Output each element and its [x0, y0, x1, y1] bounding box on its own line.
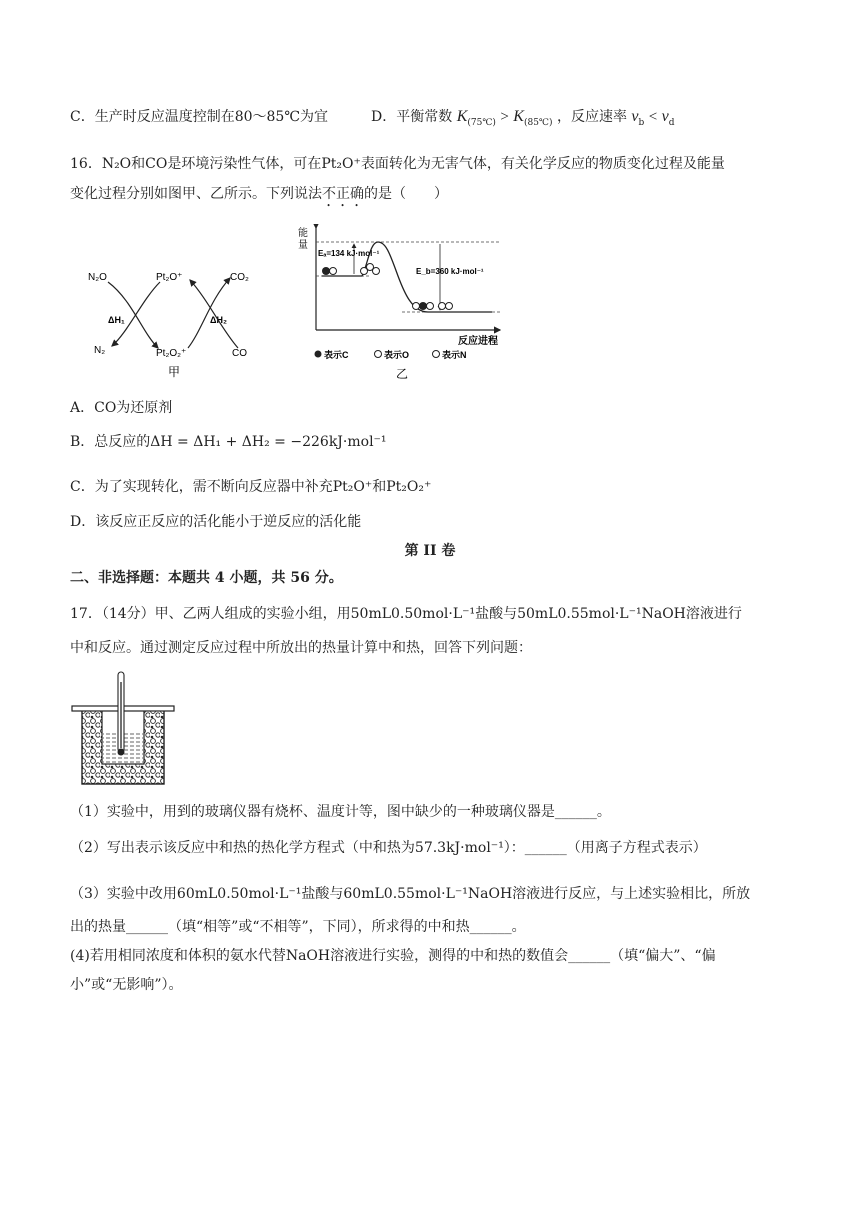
q17-sub4-line2: 小”或“无影响”）。	[70, 977, 183, 993]
curve-pt2o2-to-co2	[188, 278, 230, 348]
y-axis-label-top: 能	[298, 228, 308, 239]
volume-title: 第 II 卷	[404, 543, 456, 559]
label-co: CO	[232, 348, 247, 359]
thermometer-bulb	[118, 749, 125, 756]
q16-stem-suffix: 的是（ ）	[364, 186, 448, 202]
lt-sign: <	[648, 109, 658, 125]
curve-co-to-pt2o	[190, 280, 238, 348]
k-symbol-85: K	[513, 108, 524, 125]
ea-label: Eₐ=134 kJ·mol⁻¹	[318, 249, 380, 258]
v-sub-b: b	[638, 117, 645, 128]
q17-stem-line2: 中和反应。通过测定反应过程中所放出的热量计算中和热，回答下列问题：	[70, 640, 532, 656]
k-sub-75: (75℃)	[467, 117, 496, 128]
k-sub-85: (85℃)	[523, 117, 553, 128]
label-pt2o2-plus: Pt₂O₂⁺	[156, 348, 187, 359]
label-co2: CO₂	[230, 272, 249, 283]
eb-label: E_b=360 kJ·mol⁻¹	[416, 267, 484, 276]
q16-stem-prefix: 变化过程分别如图甲、乙所示。下列说法	[70, 186, 322, 202]
q17-sub2: （2）写出表示该反应中和热的热化学方程式（中和热为57.3kJ·mol⁻¹）：______（用离子方程式表示）	[70, 840, 707, 856]
label-pt2o-plus: Pt₂O⁺	[156, 272, 183, 283]
calorimeter-apparatus-figure	[70, 668, 180, 788]
gt-sign: >	[500, 109, 509, 125]
product-molecules	[413, 302, 453, 310]
q17-sub4-line1: (4)若用相同浓度和体积的氨水代替NaOH溶液进行实验，测得的中和热的数值会______（填“偏大”、“偏	[70, 948, 716, 964]
legend-c-marker	[315, 351, 322, 358]
q16-stem-line2	[70, 184, 448, 210]
label-dh2: ΔH₂	[210, 315, 227, 325]
label-n2o: N₂O	[88, 272, 107, 283]
figure-yi-energy-diagram	[282, 224, 512, 384]
k-symbol-75: K	[456, 108, 468, 125]
caption-jia: 甲	[168, 365, 181, 379]
legend-o: 表示O	[384, 350, 410, 360]
v-symbol-d: v	[661, 108, 669, 125]
legend-n: 表示N	[442, 350, 467, 360]
reactant-molecules	[322, 264, 380, 276]
q16-option-a: A．CO为还原剂	[70, 400, 173, 416]
section-heading: 二、非选择题：本题共 4 小题，共 56 分。	[70, 570, 343, 586]
legend-n-marker	[433, 351, 440, 358]
q15-option-d-mid: ，反应速率	[556, 109, 627, 125]
q16-stem-line1: 16．N₂O和CO是环境污染性气体，可在Pt₂O⁺表面转化为无害气体，有关化学反应的物质变化过程及能量	[70, 156, 725, 172]
q16-option-d: D．该反应正反应的活化能小于逆反应的活化能	[70, 514, 362, 530]
label-dh1: ΔH₁	[108, 315, 125, 325]
legend-c: 表示C	[324, 350, 349, 360]
v-sub-d: d	[668, 117, 675, 128]
v-symbol-b: v	[631, 108, 639, 125]
legend-o-marker	[375, 351, 382, 358]
q17-sub3-line2: 出的热量______（填“相等”或“不相等”，下同），所求得的中和热______。	[70, 919, 526, 935]
q17-sub3-line1: （3）实验中改用60mL0.50mol·L⁻¹盐酸与60mL0.55mol·L⁻¹NaOH溶液进行反应，与上述实验相比，所放	[70, 886, 751, 902]
q15-option-d	[371, 106, 675, 128]
q17-stem-line1: 17．（14分）甲、乙两人组成的实验小组，用50mL0.50mol·L⁻¹盐酸与50mL0.55mol·L⁻¹NaOH溶液进行	[70, 606, 742, 622]
caption-yi: 乙	[396, 367, 409, 381]
figure-jia-cycle-diagram	[80, 260, 270, 380]
q16-option-b: B．总反应的ΔH = ΔH₁ + ΔH₂ = −226kJ·mol⁻¹	[70, 434, 387, 450]
q15-option-c: C．生产时反应温度控制在80～85℃为宜	[70, 109, 329, 125]
y-axis-label-bottom: 量	[298, 240, 308, 251]
q15-option-d-prefix: D．平衡常数	[371, 109, 453, 125]
q16-option-c: C．为了实现转化，需不断向反应器中补充Pt₂O⁺和Pt₂O₂⁺	[70, 479, 432, 495]
q16-stem-emphasis: 不正确	[322, 186, 364, 202]
x-axis-label: 反应进程	[458, 336, 498, 347]
q17-sub1: （1）实验中，用到的玻璃仪器有烧杯、温度计等，图中缺少的一种玻璃仪器是______。	[70, 804, 611, 820]
label-n2: N₂	[94, 345, 106, 356]
